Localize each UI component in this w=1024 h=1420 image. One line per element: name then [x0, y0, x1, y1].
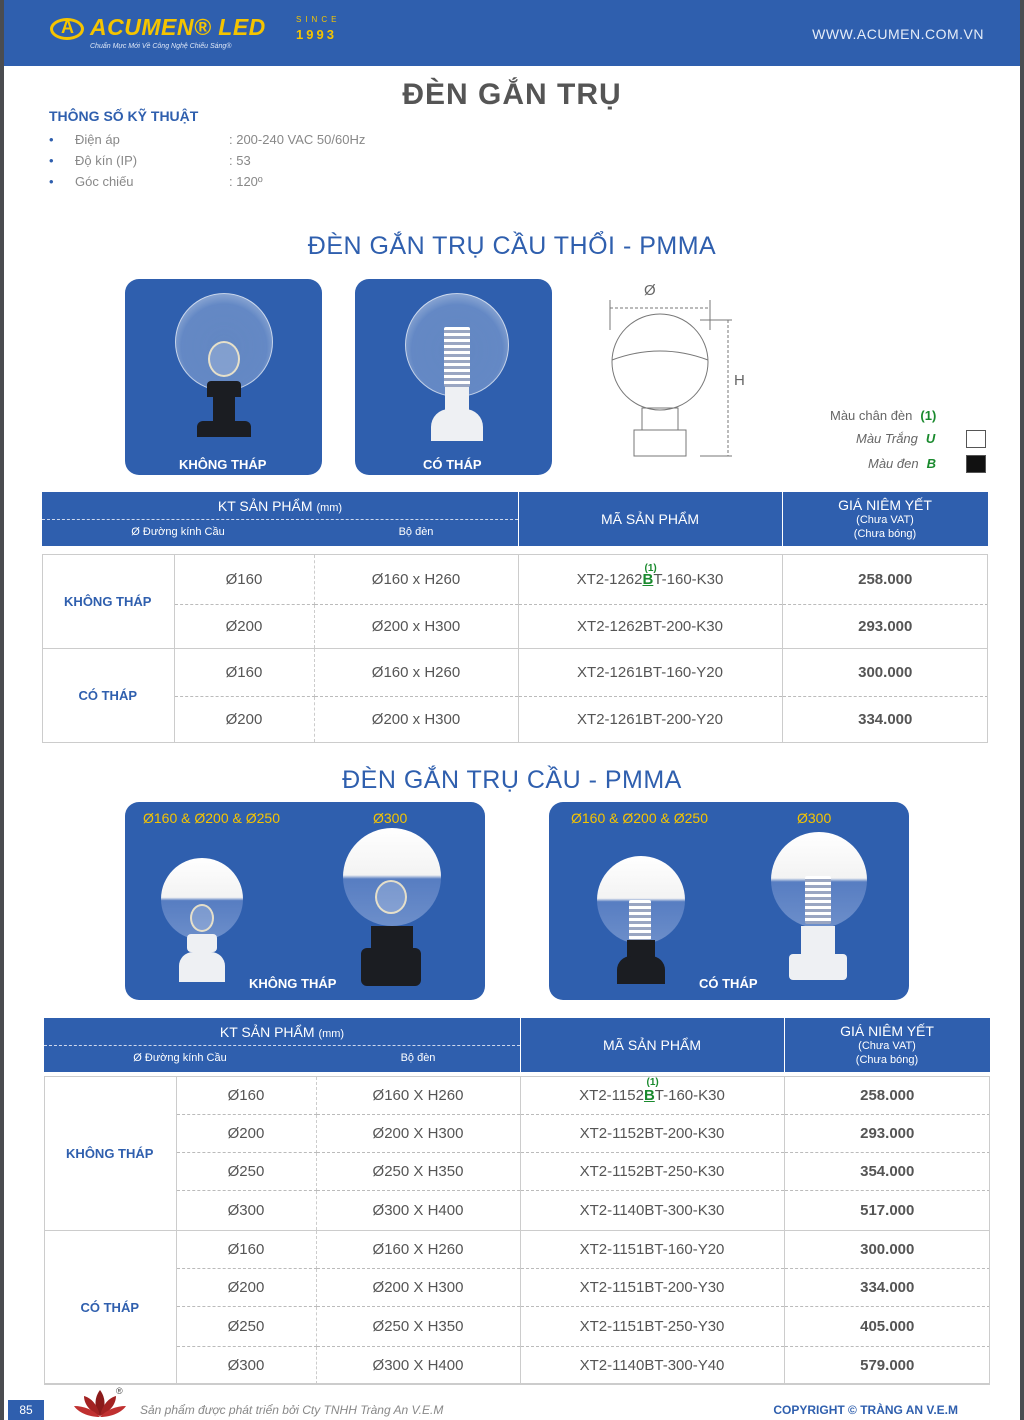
- legend-white: Màu Trắng U: [856, 431, 936, 446]
- table-row: [44, 1153, 990, 1191]
- black-swatch: [966, 455, 986, 473]
- cell-price: 405.000: [784, 1307, 990, 1347]
- table-row: [44, 1347, 990, 1385]
- bulb-image: [208, 341, 240, 377]
- bulb-image: [375, 880, 407, 914]
- table-row: [44, 1231, 990, 1269]
- cell-set: Ø250 X H350: [316, 1307, 520, 1347]
- cell-set: Ø160 x H260: [314, 649, 518, 697]
- acumen-logo-icon: [50, 18, 84, 40]
- cell-code: XT2-1151BT-250-Y30: [520, 1307, 784, 1347]
- cell-price: 334.000: [782, 697, 988, 743]
- spec-value: : 200-240 VAC 50/60Hz: [229, 132, 366, 147]
- group-label: CÓ THÁP: [42, 649, 174, 743]
- col-code: MÃ SẢN PHẨM: [602, 1037, 701, 1053]
- cell-diameter: Ø300: [176, 1191, 316, 1231]
- cell-code: XT2-1262BT-200-K30: [518, 605, 782, 649]
- cell-set: Ø200 x H300: [314, 605, 518, 649]
- col-price: GIÁ NIÊM YẾT: [838, 497, 932, 513]
- table-row: [42, 605, 988, 649]
- registered-mark: ®: [116, 1386, 123, 1396]
- base-image: [371, 926, 413, 950]
- cell-price: 293.000: [784, 1115, 990, 1153]
- product-card-no-tower: [125, 279, 322, 475]
- cell-price: 300.000: [784, 1231, 990, 1269]
- cell-diameter: Ø160: [174, 649, 314, 697]
- cell-set: Ø160 X H260: [316, 1077, 520, 1115]
- card-diameter-small: Ø160 & Ø200 & Ø250: [143, 810, 280, 826]
- table2-header: [44, 1018, 990, 1072]
- page-number: 85: [8, 1400, 44, 1420]
- product-card-with-tower: [355, 279, 552, 475]
- table-row: [44, 1191, 990, 1231]
- height-label: H: [734, 372, 745, 389]
- col-diameter: Ø Đường kính Cầu: [131, 526, 225, 538]
- card-diameter-large: Ø300: [797, 810, 832, 826]
- base-image: [789, 954, 847, 980]
- specs-title: THÔNG SỐ KỸ THUẬT: [49, 108, 199, 124]
- card-label: KHÔNG THÁP: [249, 976, 337, 991]
- price-note: (Chưa bóng): [853, 528, 917, 540]
- cell-diameter: Ø200: [174, 605, 314, 649]
- price-note: (Chưa VAT): [858, 1040, 916, 1052]
- tower-image: [629, 900, 651, 940]
- table-row: [44, 1269, 990, 1307]
- base-image: [197, 421, 251, 437]
- cell-price: 334.000: [784, 1269, 990, 1307]
- header-divider: [44, 1045, 520, 1046]
- base-image: [431, 409, 483, 441]
- cell-set: Ø300 X H400: [316, 1191, 520, 1231]
- price-note: (Chưa bóng): [855, 1054, 919, 1066]
- cell-code: XT2-1261BT-160-Y20: [518, 649, 782, 697]
- bullet-icon: •: [49, 153, 54, 168]
- card-diameter-small: Ø160 & Ø200 & Ø250: [571, 810, 708, 826]
- cell-diameter: Ø200: [174, 697, 314, 743]
- product-card-with-tower: [549, 802, 909, 1000]
- catalog-page: [4, 0, 1020, 1420]
- since-label: SINCE: [296, 15, 341, 24]
- base-image: [617, 956, 665, 984]
- white-swatch: [966, 430, 986, 448]
- base-image: [445, 387, 469, 411]
- group-label: KHÔNG THÁP: [44, 1077, 176, 1231]
- col-diameter: Ø Đường kính Cầu: [133, 1052, 227, 1064]
- cell-code: (1) XT2-1262BT-160-K30: [518, 555, 782, 605]
- cell-set: Ø200 X H300: [316, 1269, 520, 1307]
- card-label: CÓ THÁP: [699, 976, 758, 991]
- spec-value: : 53: [229, 153, 251, 168]
- col-set: Bộ đèn: [400, 1052, 436, 1064]
- card-diameter-large: Ø300: [373, 810, 408, 826]
- cell-code: XT2-1152BT-200-K30: [520, 1115, 784, 1153]
- col-code: MÃ SẢN PHẨM: [600, 511, 699, 527]
- cell-price: 258.000: [782, 555, 988, 605]
- developer-note: Sản phẩm được phát triển bởi Cty TNHH Tràng An V.E.M: [140, 1403, 444, 1417]
- cell-set: Ø200 X H300: [316, 1115, 520, 1153]
- cell-set: Ø200 x H300: [314, 697, 518, 743]
- website-link[interactable]: WWW.ACUMEN.COM.VN: [812, 26, 984, 42]
- table-row: [44, 1077, 990, 1115]
- cell-price: 354.000: [784, 1153, 990, 1191]
- diameter-label: Ø: [644, 282, 656, 299]
- kt-header: KT SẢN PHẨM (mm): [219, 1024, 345, 1040]
- cell-set: Ø250 X H350: [316, 1153, 520, 1191]
- cell-set: Ø160 X H260: [316, 1231, 520, 1269]
- note-marker: (1): [644, 563, 657, 574]
- spec-value: : 120º: [229, 174, 263, 189]
- cell-diameter: Ø250: [176, 1153, 316, 1191]
- cell-set: Ø160 x H260: [314, 555, 518, 605]
- cell-price: 293.000: [782, 605, 988, 649]
- cell-set: Ø300 X H400: [316, 1347, 520, 1385]
- cell-diameter: Ø250: [176, 1307, 316, 1347]
- legend-black: Màu đen B: [868, 456, 936, 471]
- base-image: [361, 948, 421, 986]
- cell-diameter: Ø300: [176, 1347, 316, 1385]
- card-label: CÓ THÁP: [423, 457, 482, 472]
- table1-header: [42, 492, 988, 546]
- cell-diameter: Ø200: [176, 1115, 316, 1153]
- group-label: CÓ THÁP: [44, 1231, 176, 1385]
- bullet-icon: •: [49, 132, 54, 147]
- brand-name: ACUMEN® LED: [90, 14, 266, 40]
- page-title: ĐÈN GẮN TRỤ: [402, 78, 622, 111]
- product-card-no-tower: [125, 802, 485, 1000]
- price-table-2: [44, 1076, 990, 1385]
- cell-diameter: Ø160: [176, 1231, 316, 1269]
- cell-code: XT2-1151BT-160-Y20: [520, 1231, 784, 1269]
- cell-price: 517.000: [784, 1191, 990, 1231]
- header-divider: [42, 519, 518, 520]
- section1-title: ĐÈN GẮN TRỤ CẦU THỔI - PMMA: [307, 232, 717, 260]
- table-row: [42, 649, 988, 697]
- cell-code: XT2-1151BT-200-Y30: [520, 1269, 784, 1307]
- bulb-image: [190, 904, 214, 932]
- since-year: 1993: [296, 27, 337, 42]
- kt-header: KT SẢN PHẨM (mm): [217, 498, 343, 514]
- base-image: [179, 952, 225, 982]
- spec-label: Điện áp: [75, 132, 120, 147]
- note-marker: (1): [646, 1077, 659, 1088]
- cell-code: (1) XT2-1152BT-160-K30: [520, 1077, 784, 1115]
- price-note: (Chưa VAT): [856, 514, 914, 526]
- col-price: GIÁ NIÊM YẾT: [840, 1023, 934, 1039]
- cell-price: 579.000: [784, 1347, 990, 1385]
- cell-code: XT2-1261BT-200-Y20: [518, 697, 782, 743]
- spec-label: Độ kín (IP): [75, 153, 138, 168]
- table-row: [44, 1307, 990, 1347]
- section2-title: ĐÈN GẮN TRỤ CẦU - PMMA: [342, 766, 682, 794]
- table-row: [42, 555, 988, 605]
- cell-diameter: Ø160: [176, 1077, 316, 1115]
- copyright: COPYRIGHT © TRÀNG AN V.E.M: [773, 1403, 958, 1417]
- cell-diameter: Ø160: [174, 555, 314, 605]
- legend-title: Màu chân đèn (1): [830, 408, 937, 423]
- cell-diameter: Ø200: [176, 1269, 316, 1307]
- cell-code: XT2-1152BT-250-K30: [520, 1153, 784, 1191]
- col-set: Bộ đèn: [398, 526, 434, 538]
- spec-label: Góc chiếu: [75, 174, 134, 189]
- base-image: [187, 934, 217, 952]
- brand-tagline: Chuẩn Mực Mới Về Công Nghệ Chiếu Sáng®: [90, 43, 232, 50]
- table-row: [42, 697, 988, 743]
- cell-code: XT2-1140BT-300-Y40: [520, 1347, 784, 1385]
- cell-price: 300.000: [782, 649, 988, 697]
- group-label: KHÔNG THÁP: [42, 555, 174, 649]
- tower-image: [444, 327, 470, 387]
- header-bar: [4, 0, 1020, 66]
- price-table-1: [42, 554, 988, 743]
- bullet-icon: •: [49, 174, 54, 189]
- base-image: [801, 926, 835, 956]
- cell-price: 258.000: [784, 1077, 990, 1115]
- table-row: [44, 1115, 990, 1153]
- cell-code: XT2-1140BT-300-K30: [520, 1191, 784, 1231]
- card-label: KHÔNG THÁP: [179, 457, 267, 472]
- tower-image: [805, 876, 831, 924]
